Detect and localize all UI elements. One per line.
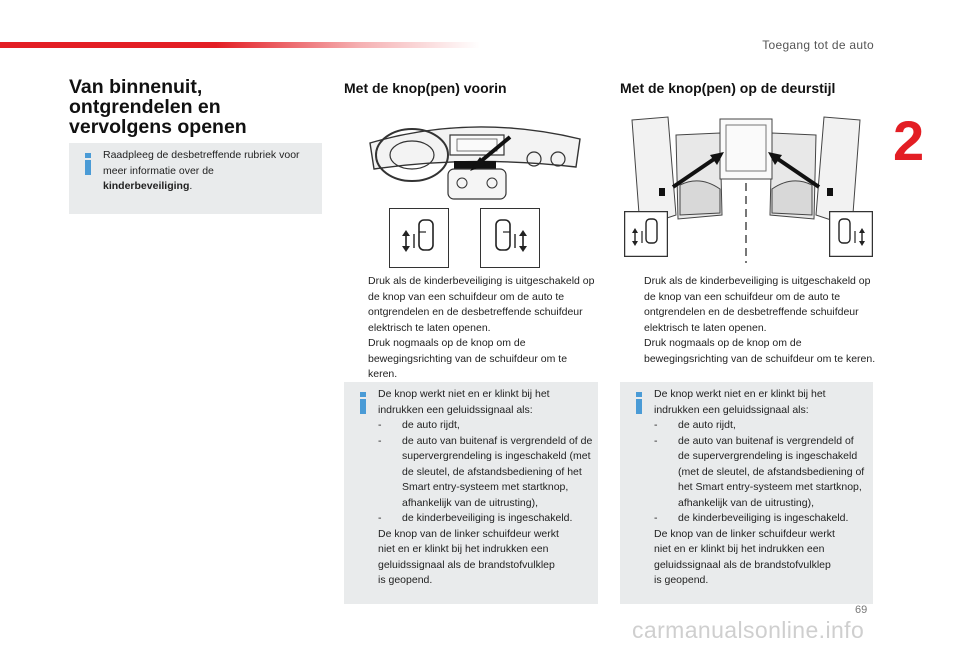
instructions-pillar — [620, 274, 876, 367]
info-icon — [358, 392, 368, 414]
sliding-door-button-icon-left — [624, 211, 668, 257]
condition-list — [378, 418, 593, 527]
list-item: - de auto rijdt, — [378, 419, 460, 431]
section-heading-front-buttons: Met de knop(pen) voorin — [344, 80, 507, 96]
list-item: - de auto van buitenaf is vergrendeld of de supervergrendeling is ingeschakeld (met de sleutel, de afstandsbediening of het Smart entry-systeem met startknop, afhankelijk van de uitrusting), — [654, 434, 865, 509]
info-note-text: De knop werkt niet en er klinkt bij het indrukken een geluidssignaal als: - de auto rijdt, - de auto van buitenaf is vergrendeld of de supervergrendeling is ingeschakeld (met de sleutel, de afstandsbediening of het Smart entry-systeem met startknop, afhankelijk van de uitrusting), - de kinderbeveiliging is ingeschakeld. De knop van de linker schuifdeur werkt niet en er klinkt bij het indrukken een geluidssignaal als de brandstofvulklep is geopend. — [378, 388, 593, 586]
info-note-right — [620, 382, 873, 604]
sliding-door-button-icon-right — [829, 211, 873, 257]
sliding-door-button-icon-right — [480, 208, 540, 268]
page-title: Van binnenuit, ontgrendelen en vervolgens openen — [69, 76, 247, 138]
condition-list — [654, 418, 868, 527]
section-heading-pillar-buttons: Met de knop(pen) op de deurstijl — [620, 80, 836, 96]
list-item: Druk als de kinderbeveiliging is uitgeschakeld op de knop van een schuifdeur om de auto te ontgrendelen en de desbetreffende schuifdeur elektrisch te laten openen. — [368, 275, 595, 334]
chapter-number: 2 — [893, 109, 925, 172]
top-accent-bar — [0, 42, 480, 48]
info-note-text: De knop werkt niet en er klinkt bij het indrukken een geluidssignaal als: - de auto rijdt, - de auto van buitenaf is vergrendeld of de supervergrendeling is ingeschakeld (met de sleutel, de afstandsbediening of het Smart entry-systeem met startknop, afhankelijk van de uitrusting), - de kinderbeveiliging is ingeschakeld. De knop van de linker schuifdeur werkt niet en er klinkt bij het indrukken een geluidssignaal als de brandstofvulklep is geopend. — [654, 387, 868, 589]
info-icon — [83, 153, 93, 175]
list-item: Druk nogmaals op de knop om de bewegingsrichting van de schuifdeur om te keren. — [368, 337, 568, 380]
info-icon — [634, 392, 644, 414]
info-note-middle — [344, 382, 598, 604]
list-item: Druk nogmaals op de knop om de bewegingsrichting van de schuifdeur om te keren. — [644, 337, 876, 365]
list-item: - de auto van buitenaf is vergrendeld of de supervergrendeling is ingeschakeld (met de sleutel, de afstandsbediening of het Smart entry-systeem met startknop, afhankelijk van de uitrusting), — [378, 434, 593, 509]
instructions-front — [344, 274, 599, 383]
info-note-text: Raadpleeg de desbetreffende rubriek voor meer informatie over de kinderbeveiliging. — [103, 149, 300, 192]
list-item: - de kinderbeveiliging is ingeschakeld. — [378, 512, 573, 524]
watermark: carmanualsonline.info — [632, 617, 865, 643]
section-title: Toegang tot de auto — [762, 38, 874, 52]
sliding-door-button-icon-left — [389, 208, 449, 268]
list-item: - de kinderbeveiliging is ingeschakeld. — [654, 512, 849, 524]
page-number: 69 — [855, 604, 868, 616]
info-note-left — [69, 143, 322, 214]
list-item: - de auto rijdt, — [654, 419, 736, 431]
dashboard-illustration — [362, 115, 587, 205]
list-item: Druk als de kinderbeveiliging is uitgeschakeld op de knop van een schuifdeur om de auto te ontgrendelen en de desbetreffende schuifdeur elektrisch te laten openen. — [644, 275, 871, 334]
